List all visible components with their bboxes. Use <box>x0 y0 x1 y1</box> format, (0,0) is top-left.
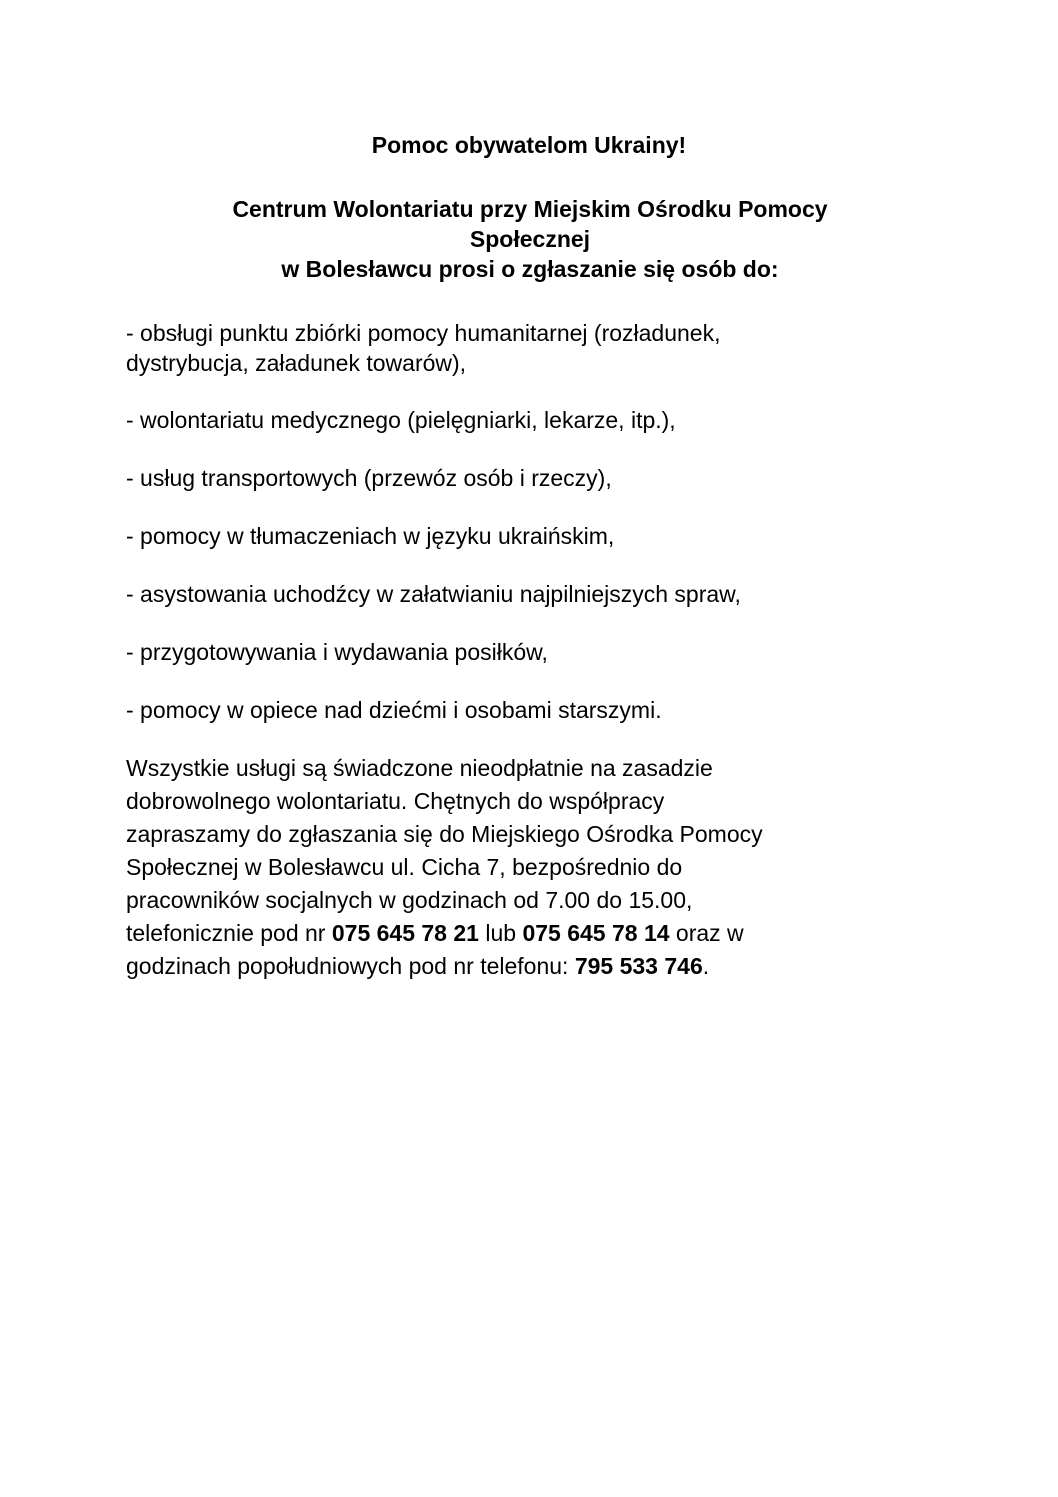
closing-text: lub <box>478 920 523 946</box>
list-item: - wolontariatu medycznego (pielęgniarki, lekarze, itp.), <box>126 407 676 433</box>
closing-text: . <box>702 953 710 979</box>
subheading <box>110 194 950 284</box>
list-item <box>126 318 946 378</box>
closing-line: dobrowolnego wolontariatu. Chętnych do współpracy <box>126 788 665 814</box>
phone-number: 795 533 746 <box>574 953 703 979</box>
closing-line: pracowników socjalnych w godzinach od 7.00 do 15.00, <box>126 887 693 913</box>
closing-text: oraz w <box>669 920 744 946</box>
closing-line: Wszystkie usługi są świadczone nieodpłatnie na zasadzie <box>126 755 713 781</box>
list-item: - pomocy w tłumaczeniach w języku ukraińskim, <box>126 523 615 549</box>
list-item: - usług transportowych (przewóz osób i rzeczy), <box>126 465 612 491</box>
closing-text: godzinach popołudniowych pod nr telefonu: <box>126 953 575 979</box>
closing-line: zapraszamy do zgłaszania się do Miejskiego Ośrodka Pomocy <box>126 821 763 847</box>
volunteer-task-list <box>126 318 946 753</box>
page-title: Pomoc obywatelom Ukrainy! <box>371 132 687 158</box>
subheading-line-3: w Bolesławcu prosi o zgłaszanie się osób do: <box>281 256 779 282</box>
closing-line-afternoon-phone <box>126 950 956 983</box>
subheading-line-2: Społecznej <box>469 226 591 252</box>
phone-number: 075 645 78 14 <box>522 920 670 946</box>
list-item-line: - obsługi punktu zbiórki pomocy humanitarnej (rozładunek, <box>126 320 721 346</box>
subheading-line-1: Centrum Wolontariatu przy Miejskim Ośrodku Pomocy <box>232 196 828 222</box>
closing-line-phones <box>126 917 956 950</box>
phone-number: 075 645 78 21 <box>331 920 479 946</box>
list-item: - pomocy w opiece nad dziećmi i osobami starszymi. <box>126 697 662 723</box>
closing-text: telefonicznie pod nr <box>126 920 332 946</box>
closing-line: Społecznej w Bolesławcu ul. Cicha 7, bezpośrednio do <box>126 854 683 880</box>
list-item: - przygotowywania i wydawania posiłków, <box>126 639 548 665</box>
list-item-line: dystrybucja, załadunek towarów), <box>126 350 467 376</box>
closing-paragraph <box>126 752 956 983</box>
list-item: - asystowania uchodźcy w załatwianiu najpilniejszych spraw, <box>126 581 741 607</box>
